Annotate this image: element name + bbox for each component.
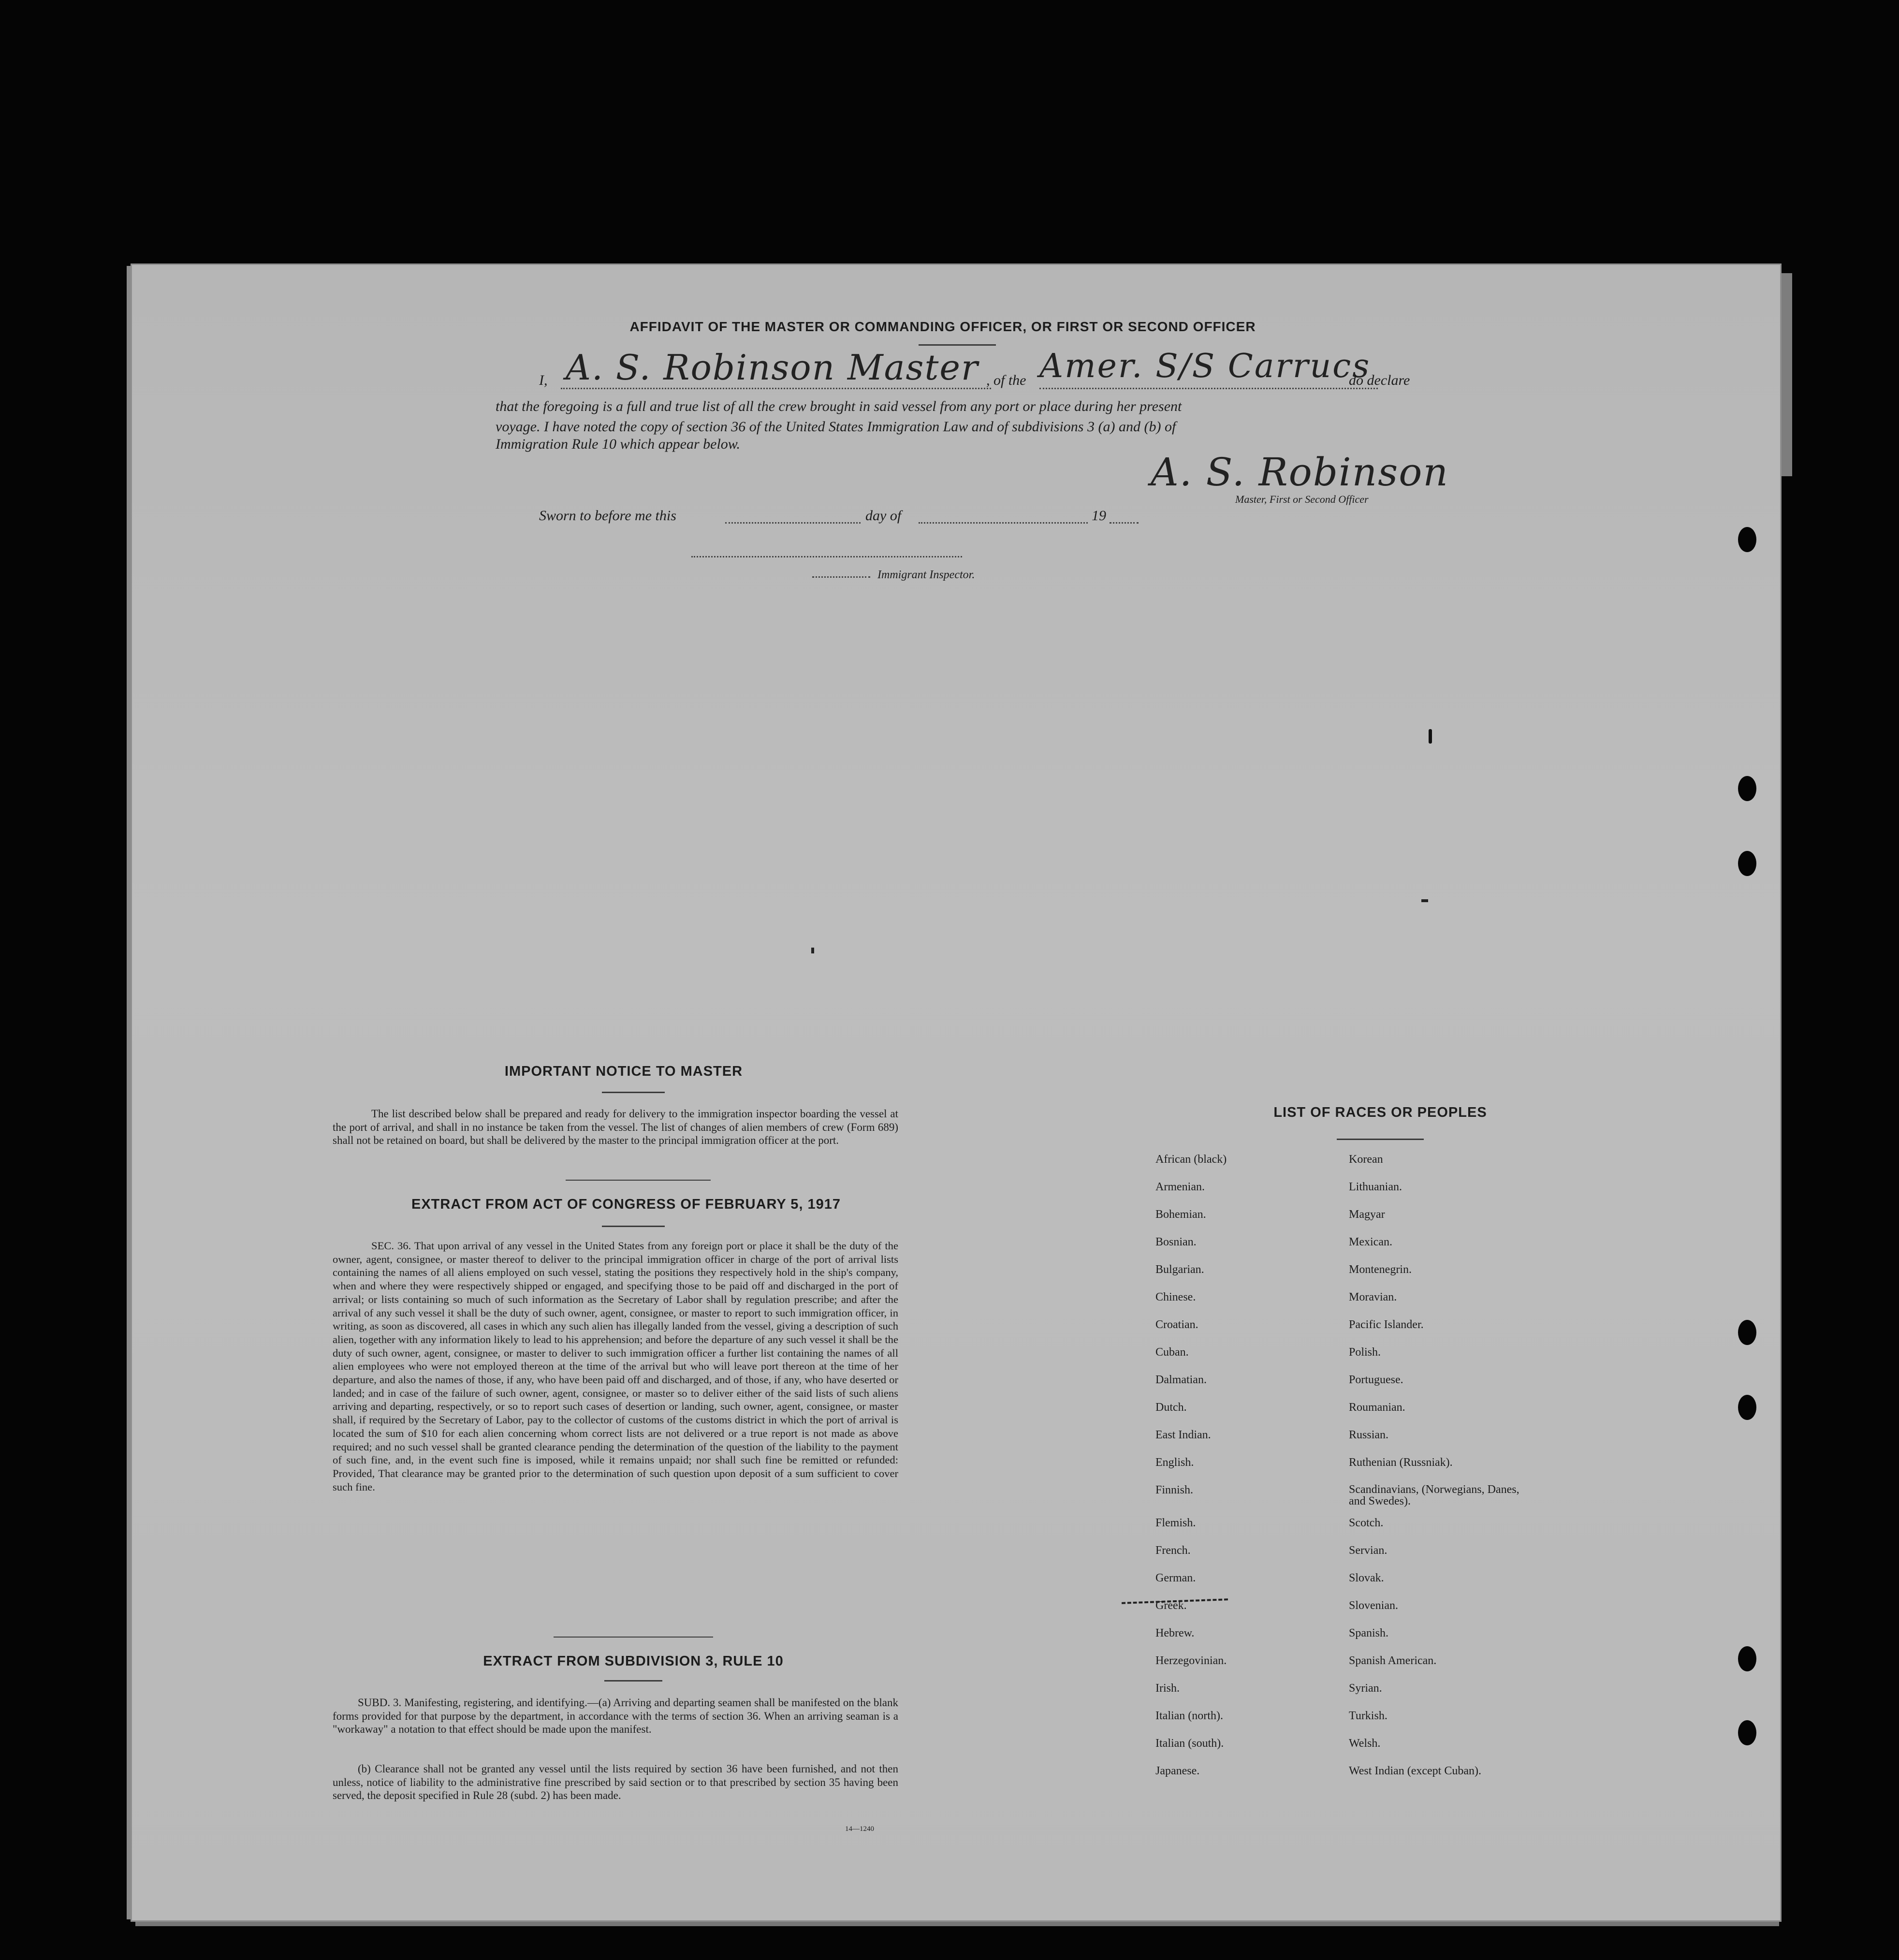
punch-hole	[1738, 1720, 1756, 1745]
race-item: Montenegrin.	[1349, 1263, 1412, 1276]
inspector-signature-line	[691, 556, 962, 557]
race-item: Armenian.	[1155, 1181, 1205, 1193]
races-rule	[1337, 1139, 1424, 1140]
name-dotted-line	[561, 388, 991, 389]
punch-hole	[1738, 527, 1756, 552]
race-item: Finnish.	[1155, 1484, 1194, 1496]
races-left-column	[1155, 1153, 1320, 1792]
underlying-sheet-right	[1782, 273, 1792, 476]
race-item: Cuban.	[1155, 1346, 1189, 1359]
race-item: Italian (south).	[1155, 1737, 1224, 1750]
rule-para-b: (b) Clearance shall not be granted any vessel until the lists required by section 36 have been furnished, and not then unless, notice of liability to the administrative fine prescribed by said section or to that prescribed by section 35 having been served, the deposit specified in Rule 28 (subd. 2) has been made.	[333, 1763, 898, 1801]
sworn-day-label: day of	[865, 508, 902, 524]
race-item: Scandinavians, (Norwegians, Danes, and Swedes).	[1349, 1483, 1519, 1507]
affidavit-line-1-prefix: I,	[539, 372, 548, 388]
paper-speck	[1429, 729, 1432, 744]
handwritten-vessel: Amer. S/S Carrucs	[1039, 347, 1371, 385]
affidavit-line-2: that the foregoing is a full and true list of all the crew brought in said vessel from any port or place during her present	[496, 398, 1182, 414]
inspector-caption-dots	[812, 576, 870, 578]
race-item: Welsh.	[1349, 1737, 1381, 1750]
affidavit-line-1-suffix: do declare	[1349, 372, 1410, 388]
master-signature: A. S. Robinson	[1151, 450, 1449, 495]
race-item: Herzegovinian.	[1155, 1654, 1227, 1667]
affidavit-rule	[919, 344, 996, 346]
race-item: Irish.	[1155, 1682, 1180, 1695]
vessel-dotted-line	[1039, 388, 1378, 389]
paper-speck	[1421, 899, 1428, 902]
race-item: Scotch.	[1349, 1517, 1384, 1529]
race-item: Polish.	[1349, 1346, 1381, 1359]
race-item: Russian.	[1349, 1429, 1389, 1441]
sworn-year-blank	[1110, 522, 1139, 524]
race-item: French.	[1155, 1544, 1191, 1557]
sworn-day-blank	[725, 522, 861, 524]
race-item: Bosnian.	[1155, 1236, 1197, 1248]
race-item: West Indian (except Cuban).	[1349, 1765, 1481, 1777]
race-item: Korean	[1349, 1153, 1383, 1166]
race-item: Servian.	[1349, 1544, 1388, 1557]
race-item: East Indian.	[1155, 1429, 1211, 1441]
sworn-month-blank	[919, 522, 1088, 524]
race-item: Roumanian.	[1349, 1401, 1405, 1414]
act-body: SEC. 36. That upon arrival of any vessel in the United States from any foreign port or place it shall be the duty of the owner, agent, consignee, or master thereof to deliver to the principal immigration officer in charge of the port of arrival lists containing the names of all aliens employed on such vessel, stating the positions they respectively hold in the ship's company, when and where they were respectively shipped or engaged, and specifying those to be paid off and discharged in the port of arrival; or lists containing so much of such information as the Secretary of Labor shall by regulation prescribe; and after the arrival of any such vessel it shall be the duty of such owner, agent, consignee, or master to report to such immigration officer, in writing, as soon as discovered, all cases in which any such alien has illegally landed from the vessel, giving a description of such alien, together with any information likely to lead to his apprehension; and before the departure of any such vessel it shall be the duty of such owner, agent, consignee, or master to deliver to such immigration officer a further list containing the names of all alien employees who were not employed thereon at the time of the arrival but who will leave port thereon at the time of her departure, and also the names of those, if any, who have been paid off and discharged, and of those, if any, who have deserted or landed; and in case of the failure of such owner, agent, consignee, or master so to deliver either of the said lists of such aliens arriving and departing, respectively, or so to report such cases of desertion or landing, such owner, agent, consignee, or master shall, if required by the Secretary of Labor, pay to the collector of customs of the customs district in which the port of arrival is located the sum of $10 for each alien concerning whom correct lists are not delivered or a true report is not made as above required; and no such vessel shall be granted clearance pending the determination of the question of the liability to the payment of such fine, and, in the event such fine is imposed, while it remains unpaid; nor shall such fine be remitted or refunded: Provided, That clearance may be granted prior to the determination of such question upon deposit of a sum sufficient to cover such fine.	[333, 1240, 898, 1493]
act-rule	[602, 1226, 665, 1227]
race-item: Hebrew.	[1155, 1627, 1195, 1639]
race-item: Croatian.	[1155, 1318, 1198, 1331]
act-heading: EXTRACT FROM ACT OF CONGRESS OF FEBRUARY 5, 1917	[411, 1197, 841, 1212]
notice-heading: IMPORTANT NOTICE TO MASTER	[504, 1064, 743, 1079]
race-item: Ruthenian (Russniak).	[1349, 1456, 1453, 1469]
race-item: Moravian.	[1349, 1291, 1397, 1303]
rule-heading: EXTRACT FROM SUBDIVISION 3, RULE 10	[483, 1653, 784, 1669]
race-item: Greek.	[1155, 1599, 1187, 1612]
punch-hole	[1738, 1646, 1756, 1671]
races-heading: LIST OF RACES OR PEOPLES	[1273, 1105, 1487, 1120]
race-item: Chinese.	[1155, 1291, 1196, 1303]
rule-rule	[604, 1680, 662, 1682]
form-number: 14—1240	[845, 1825, 874, 1833]
race-item: Portuguese.	[1349, 1374, 1403, 1386]
race-item: Dalmatian.	[1155, 1374, 1207, 1386]
affidavit-line-3: voyage. I have noted the copy of section 36 of the United States Immigration Law and of subdivisions 3 (a) and (b) of	[496, 419, 1176, 435]
race-item: German.	[1155, 1572, 1196, 1584]
paper-speck	[811, 948, 814, 953]
race-item: Mexican.	[1349, 1236, 1392, 1248]
punch-hole	[1738, 1395, 1756, 1420]
notice-rule	[602, 1092, 665, 1093]
race-item: Slovenian.	[1349, 1599, 1398, 1612]
notice-body: The list described below shall be prepared and ready for delivery to the immigration inspector boarding the vessel at the port of arrival, and shall in no instance be taken from the vessel. The list of changes of alien members of crew (Form 689) shall not be retained on board, but shall be delivered by the master to the principal immigration officer at the port.	[333, 1108, 898, 1146]
race-item: Spanish American.	[1349, 1654, 1437, 1667]
race-item: Magyar	[1349, 1208, 1385, 1221]
punch-hole	[1738, 851, 1756, 876]
handwritten-name: A. S. Robinson Master	[566, 347, 979, 388]
rule-para-a: SUBD. 3. Manifesting, registering, and identifying.—(a) Arriving and departing seamen shall be manifested on the blank forms provided for that purpose by the department, in accordance with the terms of section 36. When an arriving seaman is a "workaway" a notation to that effect should be made upon the manifest.	[333, 1697, 898, 1735]
race-item: Italian (north).	[1155, 1710, 1223, 1722]
act-bottom-rule	[554, 1637, 713, 1638]
races-right-column	[1349, 1153, 1552, 1792]
race-item: Turkish.	[1349, 1710, 1388, 1722]
race-item: Japanese.	[1155, 1765, 1200, 1777]
race-item: Flemish.	[1155, 1517, 1196, 1529]
notice-bottom-rule	[566, 1180, 711, 1181]
race-item: Bohemian.	[1155, 1208, 1206, 1221]
affidavit-line-4: Immigration Rule 10 which appear below.	[496, 436, 741, 452]
punch-hole	[1738, 1320, 1756, 1345]
sworn-year-label: 19	[1092, 508, 1106, 524]
affidavit-heading: AFFIDAVIT OF THE MASTER OR COMMANDING OFFICER, OR FIRST OR SECOND OFFICER	[629, 319, 1256, 334]
affidavit-line-1-mid: , of the	[986, 372, 1026, 388]
race-item: Syrian.	[1349, 1682, 1382, 1695]
race-item: English.	[1155, 1456, 1194, 1469]
race-item: Lithuanian.	[1349, 1181, 1402, 1193]
race-item: Slovak.	[1349, 1572, 1384, 1584]
race-item: Pacific Islander.	[1349, 1318, 1424, 1331]
punch-hole	[1738, 776, 1756, 801]
race-item: African (black)	[1155, 1153, 1227, 1166]
race-item: Spanish.	[1349, 1627, 1389, 1639]
race-item: Dutch.	[1155, 1401, 1187, 1414]
signature-caption: Master, First or Second Officer	[1235, 493, 1369, 505]
inspector-caption: Immigrant Inspector.	[877, 569, 975, 581]
race-item: Bulgarian.	[1155, 1263, 1204, 1276]
sworn-prefix: Sworn to before me this	[539, 508, 676, 524]
